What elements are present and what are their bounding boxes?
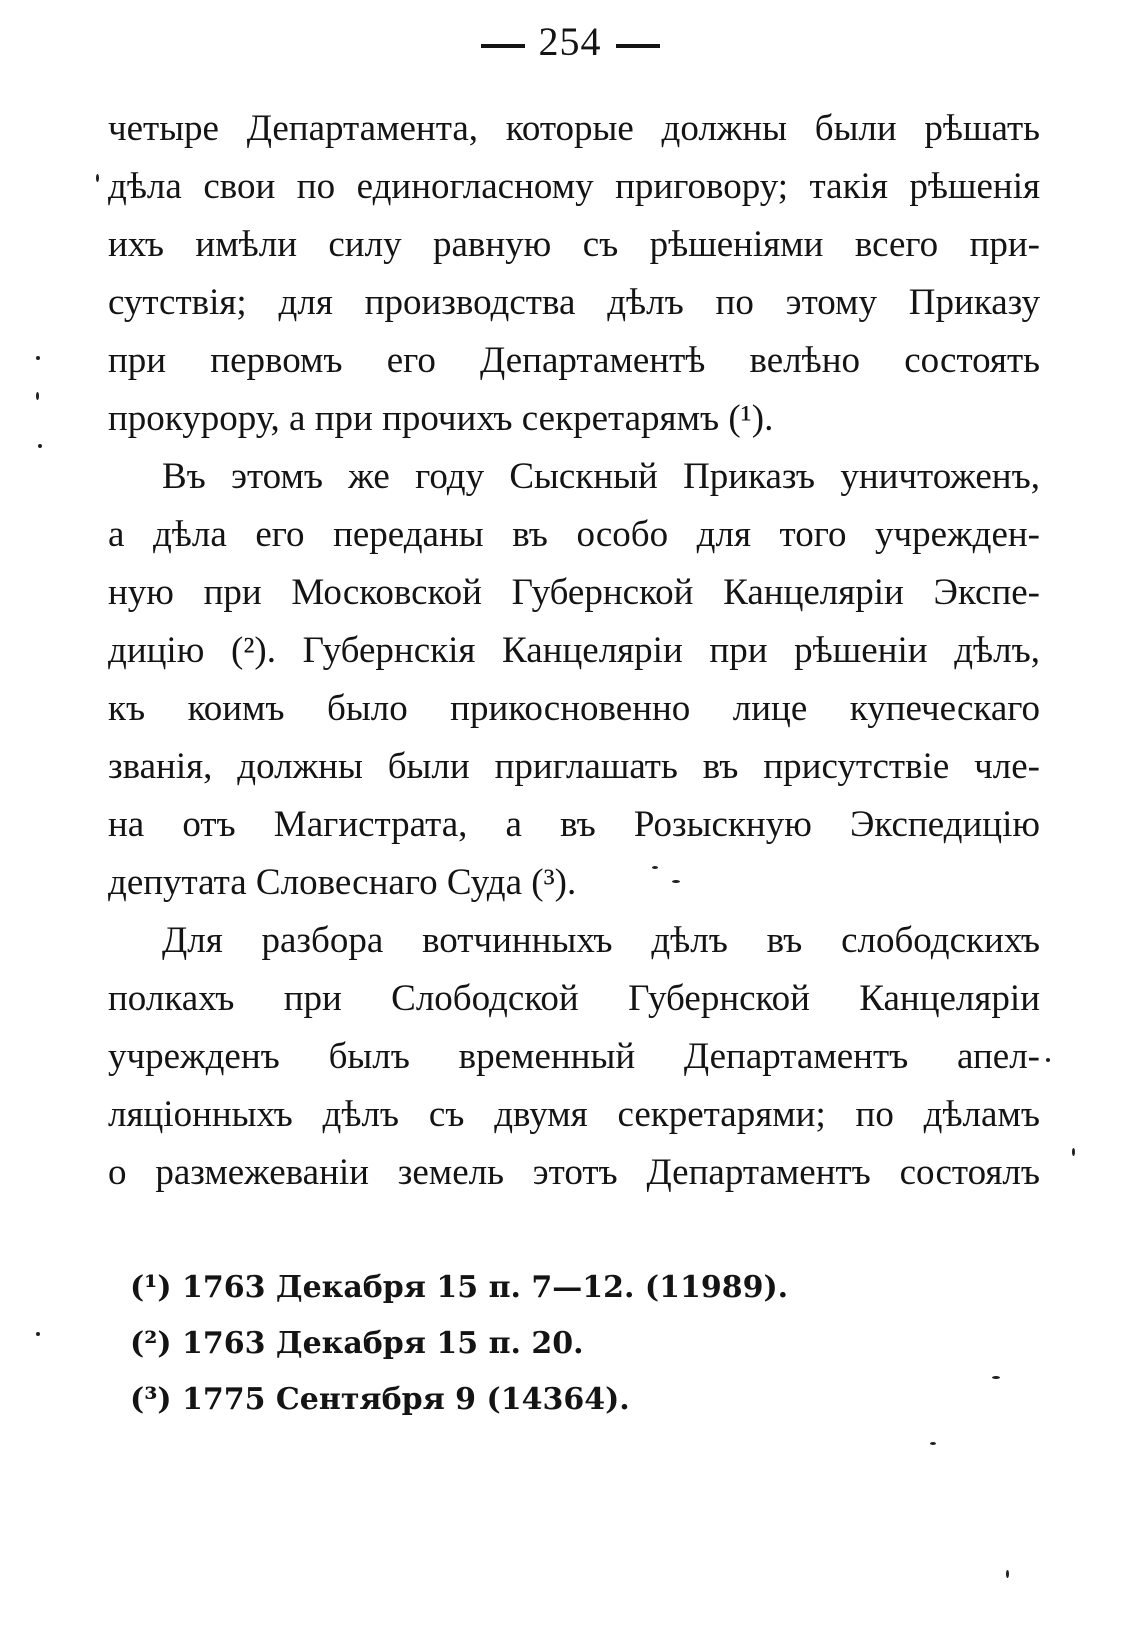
body-line: ихъ имѣли силу равную съ рѣшеніями всего при- [108,224,1040,265]
body-line: дѣла свои по единогласному приговору; такія рѣшенія [108,166,1040,207]
body-line: а дѣла его переданы въ особо для того учрежден- [108,514,1040,555]
header-dash-left [481,44,525,48]
paragraph-start: Въ этомъ же году Сыскный Приказъ уничтоженъ, [162,456,1040,497]
body-line: на отъ Магистрата, а въ Розыскную Экспедицію [108,804,1040,845]
footnote-3: (³) 1775 Сентября 9 (14364). [130,1382,630,1417]
scan-speck [1072,1148,1075,1156]
scan-speck [38,444,42,448]
footnote-2: (²) 1763 Декабря 15 п. 20. [130,1326,584,1361]
scan-speck [96,174,99,182]
body-line: прокурору, а при прочихъ секретарямъ (¹). [108,398,774,439]
body-line: къ коимъ было прикосновенно лице купеческаго [108,688,1040,729]
scan-speck [930,1442,936,1445]
page-header [0,18,1140,65]
scan-speck [36,392,39,400]
body-line: о размежеваніи земель этотъ Департаментъ состоялъ [108,1152,1040,1193]
body-line: полкахъ при Слободской Губернской Канцеляріи [108,978,1040,1019]
body-line: при первомъ его Департаментѣ велѣно состоять [108,340,1040,381]
scan-speck [672,880,680,883]
body-line: ную при Московской Губернской Канцеляріи Экспе- [108,572,1040,613]
scan-speck [36,1332,40,1336]
footnote-1: (¹) 1763 Декабря 15 п. 7—12. (11989). [130,1270,789,1305]
body-line: депутата Словеснаго Суда (³). [108,862,577,903]
header-dash-right [616,44,660,48]
paragraph-start: Для разбора вотчинныхъ дѣлъ въ слободскихъ [162,920,1040,961]
scan-speck [1006,1570,1009,1578]
scan-speck [992,1376,1000,1379]
page-number: 254 [538,19,602,64]
body-line: учрежденъ былъ временный Департаментъ апел- [108,1036,1040,1077]
scan-speck [36,356,40,360]
body-line: ляціонныхъ дѣлъ съ двумя секретарями; по дѣламъ [108,1094,1040,1135]
body-line: дицію (²). Губернскія Канцеляріи при рѣшеніи дѣлъ, [108,630,1040,671]
body-line: званія, должны были приглашать въ присутствіе чле- [108,746,1040,787]
body-line: четыре Департамента, которые должны были рѣшать [108,108,1040,149]
body-line: сутствія; для производства дѣлъ по этому Приказу [108,282,1040,323]
body-text [108,100,1040,1202]
scan-speck [652,866,658,869]
footnotes [130,1260,930,1428]
scan-speck [1046,1058,1050,1062]
